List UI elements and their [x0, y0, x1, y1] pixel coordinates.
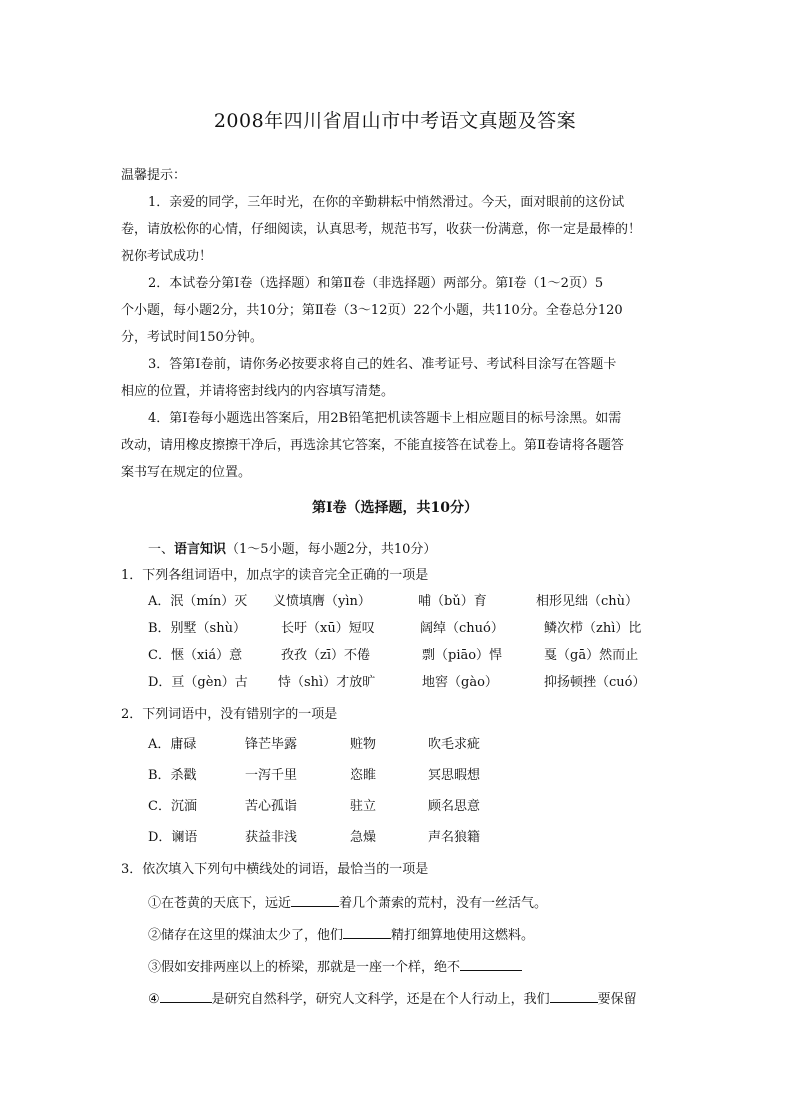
q1-option-item: 哺（bǔ）育 — [418, 594, 487, 609]
tip-line: 2．本试卷分第Ⅰ卷（选择题）和第Ⅱ卷（非选择题）两部分。第Ⅰ卷（1～2页）5 — [148, 276, 604, 291]
q2-option-b: B．杀戳 — [148, 768, 197, 783]
q1-option-item: 鳞次栉（zhì）比 — [544, 621, 642, 636]
q1-option-item: 长吁（xū）短叹 — [281, 621, 375, 636]
q1-option-item: 恃（shì）才放旷 — [278, 675, 376, 690]
q1-option-item: 戛（gā）然而止 — [544, 648, 639, 663]
section-heading: 第Ⅰ卷（选择题，共10分） — [311, 500, 479, 516]
q1-option-item: 义愤填膺（yìn） — [273, 594, 371, 609]
fill-blank — [550, 988, 598, 1003]
fill-blank — [460, 956, 522, 971]
q1-option-item: 孜孜（zī）不倦 — [281, 648, 371, 663]
question-stem: 2．下列词语中，没有错别字的一项是 — [121, 707, 338, 722]
question-stem: 3．依次填入下列句中横线处的词语，最恰当的一项是 — [121, 862, 429, 877]
sentence-text: 是研究自然科学，研究人文科学，还是在个人行动上，我们 — [211, 992, 550, 1007]
q2-option-d: D．谰语 — [148, 830, 198, 845]
sentence-text: 着几个萧索的荒村，没有一丝活气。 — [339, 896, 548, 911]
q2-option-item: 冥思暇想 — [428, 768, 481, 783]
q2-option-item: 获益非浅 — [245, 830, 298, 845]
tip-line: 改动，请用橡皮擦擦干净后，再选涂其它答案，不能直接答在试卷上。第Ⅱ卷请将各题答 — [121, 438, 624, 453]
tip-line: 分，考试时间150分钟。 — [121, 330, 263, 345]
page-title: 2008年四川省眉山市中考语文真题及答案 — [213, 110, 577, 132]
part-label: 一、 — [148, 542, 175, 557]
tip-line: 案书写在规定的位置。 — [121, 465, 252, 480]
q2-option-item: 吹毛求疵 — [428, 737, 481, 752]
tips-label: 温馨提示： — [121, 168, 187, 183]
q1-option-b: B．别墅（shù） — [148, 621, 246, 636]
tip-line: 相应的位置，并请将密封线内的内容填写清楚。 — [121, 384, 395, 399]
q2-option-item: 声名狼籍 — [428, 830, 481, 845]
q2-option-c: C．沉湎 — [148, 799, 197, 814]
q2-option-item: 顾名思意 — [428, 799, 481, 814]
sentence-text: ③假如安排两座以上的桥梁，那就是一座一个样，绝不 — [148, 960, 461, 975]
fill-blank — [291, 892, 339, 907]
q2-option-item: 急燥 — [350, 830, 377, 845]
q1-option-item: 地窖（gào） — [422, 675, 498, 690]
sentence-text: ①在苍黄的天底下，远近 — [148, 896, 292, 911]
q1-option-item: 阔绰（chuó） — [420, 621, 504, 636]
q2-option-item: 恣睢 — [350, 768, 377, 783]
q1-option-d: D．亘（gèn）古 — [148, 675, 248, 690]
part-note: （1～5小题，每小题2分，共10分） — [226, 542, 437, 557]
part-title: 语言知识 — [174, 542, 227, 557]
tip-line: 4．第Ⅰ卷每小题选出答案后，用2B铅笔把机读答题卡上相应题目的标号涂黑。如需 — [148, 411, 622, 426]
fill-blank — [343, 924, 391, 939]
q2-option-a: A．庸碌 — [148, 737, 197, 752]
sentence-text: 要保留 — [597, 992, 637, 1007]
q3-sentence-4 — [148, 988, 637, 1010]
q1-option-item: 相形见绌（chù） — [536, 594, 639, 609]
tip-line: 3．答第Ⅰ卷前，请你务必按要求将自己的姓名、准考证号、考试科目涂写在答题卡 — [148, 357, 617, 372]
q3-sentence-1 — [148, 892, 547, 914]
q3-sentence-3 — [148, 956, 522, 978]
tip-line: 祝你考试成功！ — [121, 249, 213, 264]
q3-sentence-2 — [148, 924, 534, 946]
tip-line: 个小题，每小题2分，共10分；第Ⅱ卷（3～12页）22个小题，共110分。全卷总分120 — [121, 303, 623, 318]
sentence-text: ②储存在这里的煤油太少了，他们 — [148, 928, 344, 943]
q2-option-item: 驻立 — [350, 799, 377, 814]
q2-option-item: 锋芒毕露 — [245, 737, 298, 752]
tip-line: 1．亲爱的同学，三年时光，在你的辛勤耕耘中悄然滑过。今天，面对眼前的这份试 — [148, 195, 625, 210]
part-heading — [148, 540, 436, 560]
sentence-text: 精打细算地使用这燃料。 — [391, 928, 535, 943]
fill-blank — [160, 988, 212, 1003]
tip-line: 卷，请放松你的心情，仔细阅读，认真思考，规范书写，收获一份满意，你一定是最棒的！ — [121, 222, 642, 237]
q1-option-item: 抑扬顿挫（cuó） — [544, 675, 646, 690]
q2-option-item: 苦心孤诣 — [245, 799, 298, 814]
q2-option-item: 赃物 — [350, 737, 377, 752]
sentence-text: ④ — [148, 992, 160, 1007]
q1-option-item: 剽（piāo）悍 — [422, 648, 503, 663]
q1-option-a: A．泯（mín）灭 — [148, 594, 248, 609]
q2-option-item: 一泻千里 — [245, 768, 298, 783]
q1-option-c: C．惬（xiá）意 — [148, 648, 243, 663]
question-stem: 1．下列各组词语中，加点字的读音完全正确的一项是 — [121, 568, 429, 583]
